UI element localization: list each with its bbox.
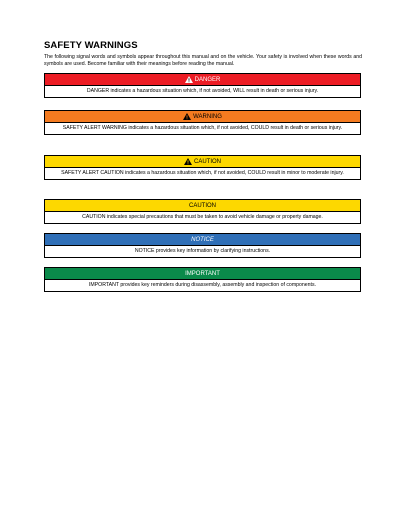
- warning-triangle-icon: [184, 158, 192, 165]
- notice-header: [45, 234, 360, 246]
- caution-box: [44, 199, 361, 224]
- notice-text: NOTICE provides key information by clarifying instructions.: [45, 246, 360, 257]
- warning-box: [44, 110, 361, 135]
- notice-label: NOTICE: [191, 236, 214, 243]
- danger-box: [44, 73, 361, 98]
- important-label: IMPORTANT: [185, 270, 220, 277]
- notice-box: [44, 233, 361, 258]
- important-header: [45, 268, 360, 280]
- caution-header: [45, 200, 360, 212]
- safety-caution-label: CAUTION: [194, 158, 221, 165]
- warning-header: [45, 111, 360, 123]
- important-box: [44, 267, 361, 292]
- warning-triangle-icon: [185, 76, 193, 83]
- safety-caution-text: SAFETY ALERT CAUTION indicates a hazardous situation which, if not avoided, COULD result in minor to moderate injury.: [45, 168, 360, 179]
- intro-paragraph: The following signal words and symbols appear throughout this manual and on the vehicle. Your safety is involved when these words and symbols are used. Become familiar with their meanings before reading the manual.: [44, 54, 362, 67]
- danger-text: DANGER indicates a hazardous situation which, if not avoided, WILL result in death or serious injury.: [45, 86, 360, 97]
- warning-label: WARNING: [193, 113, 222, 120]
- caution-text: CAUTION indicates special precautions that must be taken to avoid vehicle damage or property damage.: [45, 212, 360, 223]
- important-text: IMPORTANT provides key reminders during disassembly, assembly and inspection of components.: [45, 280, 360, 291]
- safety-caution-header: [45, 156, 360, 168]
- warning-triangle-icon: [183, 113, 191, 120]
- danger-label: DANGER: [194, 76, 221, 83]
- caution-label: CAUTION: [189, 202, 216, 209]
- danger-header: [45, 74, 360, 86]
- warning-text: SAFETY ALERT WARNING indicates a hazardous situation which, if not avoided, COULD result in death or serious injury.: [45, 123, 360, 134]
- page-title: SAFETY WARNINGS: [44, 40, 138, 51]
- safety-caution-box: [44, 155, 361, 180]
